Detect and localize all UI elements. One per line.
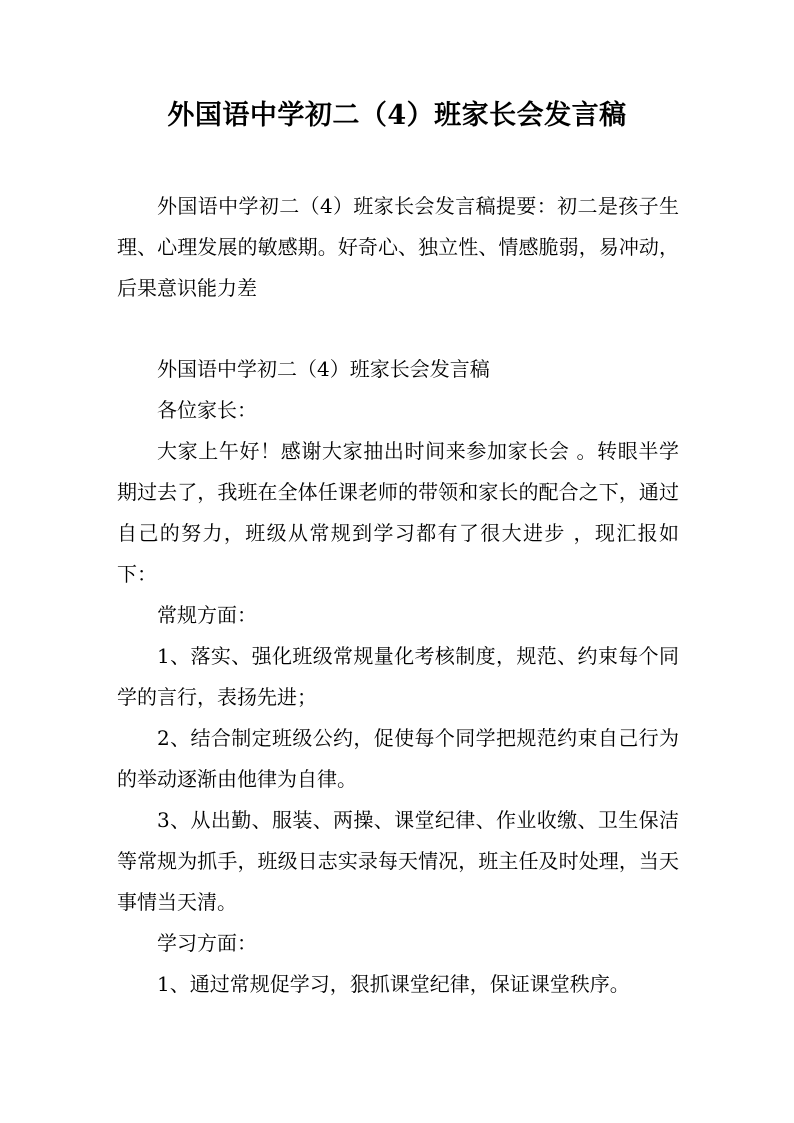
salutation: 各位家长： bbox=[157, 398, 257, 422]
body-heading: 外国语中学初二（4）班家长会发言稿 bbox=[157, 357, 490, 381]
routine-item-1: 1、落实、强化班级常规量化考核制度，规范、约束每个同学的言行，表扬先进； bbox=[117, 644, 679, 709]
document-title: 外国语中学初二（4）班家长会发言稿 bbox=[167, 100, 627, 131]
section-heading-routine: 常规方面： bbox=[157, 603, 257, 627]
intro-paragraph: 大家上午好！感谢大家抽出时间来参加家长会 。转眼半学期过去了，我班在全体任课老师的带领和家长的配合之下，通过自己的努力，班级从常规到学习都有了很大进步 ，现汇报如下： bbox=[117, 439, 679, 586]
summary-paragraph: 外国语中学初二（4）班家长会发言稿提要：初二是孩子生理、心理发展的敏感期。好奇心、独立性、情感脆弱，易冲动，后果意识能力差 bbox=[117, 194, 679, 300]
document-body bbox=[117, 349, 679, 1005]
study-item-1: 1、通过常规促学习，狠抓课堂纪律，保证课堂秩序。 bbox=[157, 972, 630, 996]
section-heading-study: 学习方面： bbox=[157, 931, 257, 955]
routine-item-2: 2、结合制定班级公约，促使每个同学把规范约束自己行为的举动逐渐由他律为自律。 bbox=[117, 726, 679, 791]
routine-item-3: 3、从出勤、服装、两操、课堂纪律、作业收缴、卫生保洁等常规为抓手，班级日志实录每天情况，班主任及时处理，当天事情当天清。 bbox=[117, 808, 679, 914]
